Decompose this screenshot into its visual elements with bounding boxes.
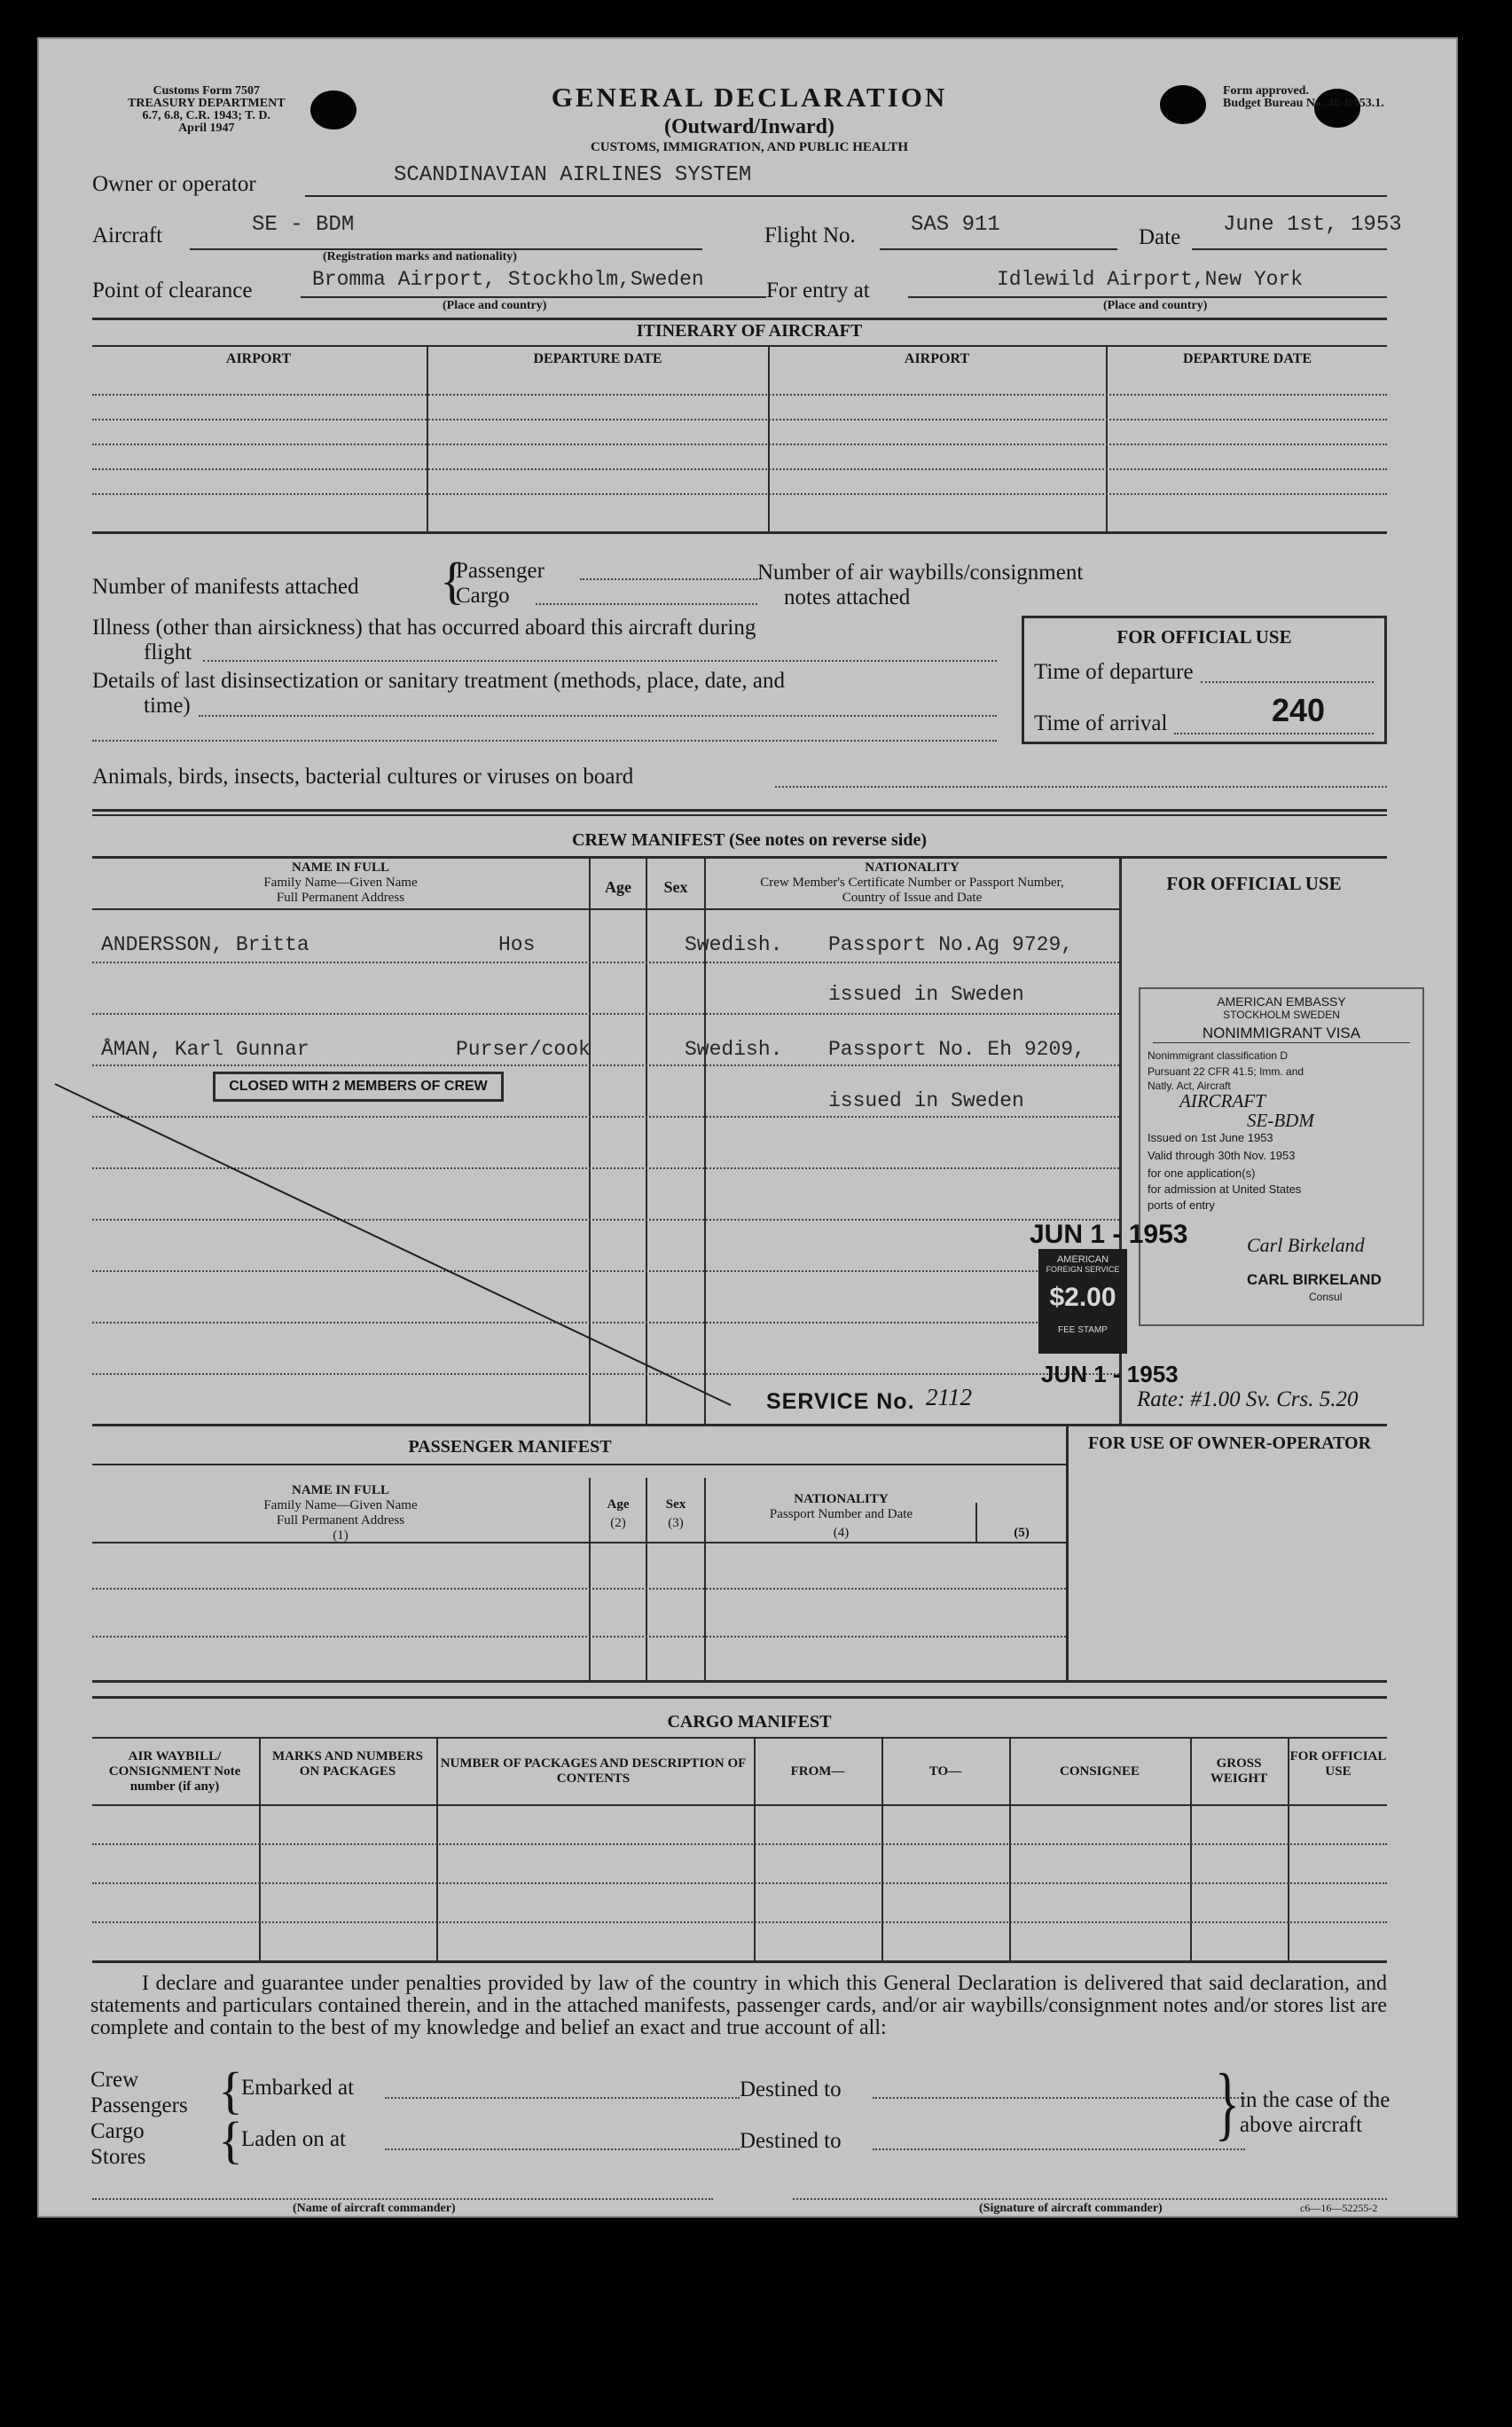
passenger-col-name: NAME IN FULL Family Name—Given Name Full Permanent Address (1) <box>263 1483 418 1543</box>
aircraft-value: SE - BDM <box>252 213 355 237</box>
itinerary-col-airport-2: AIRPORT <box>904 351 970 366</box>
flight-label: Flight No. <box>764 224 856 247</box>
passenger-col-owner: FOR USE OF OWNER-OPERATOR <box>1087 1433 1372 1453</box>
visa-stamp <box>1139 987 1424 1326</box>
visa-stamp-type: NONIMMIGRANT VISA <box>1153 1025 1410 1043</box>
destined-line-2 <box>873 2148 1245 2150</box>
itinerary-col-airport: AIRPORT <box>225 351 292 366</box>
visa-stamp-applications: for one application(s) <box>1148 1166 1256 1180</box>
cargo-col-official: FOR OFFICIAL USE <box>1289 1749 1387 1779</box>
crew-col-sex: Sex <box>663 878 688 896</box>
cargo-divider <box>1190 1737 1192 1960</box>
illness-label-2: flight <box>144 640 192 664</box>
date-stamp: JUN 1 - 1953 <box>1030 1220 1188 1249</box>
crew-passport-issued: issued in Sweden <box>828 1089 1024 1112</box>
visa-stamp-aircraft: AIRCRAFT <box>1179 1090 1265 1111</box>
cargo-title: CARGO MANIFEST <box>667 1712 832 1732</box>
print-code: c6—16—52255-2 <box>1300 2202 1378 2214</box>
passenger-divider <box>1066 1424 1069 1680</box>
passenger-top-rule <box>92 1424 1387 1426</box>
declaration-brace: { <box>218 2111 243 2169</box>
service-label: SERVICE No. <box>766 1389 915 1414</box>
itinerary-title: ITINERARY OF AIRCRAFT <box>636 321 863 341</box>
clearance-label: Point of clearance <box>92 279 253 302</box>
crew-col-official: FOR OFFICIAL USE <box>1166 873 1342 894</box>
commander-signature-line <box>793 2198 1387 2200</box>
disinsect-label: Details of last disinsectization or sanitary treatment (methods, place, date, and <box>92 669 785 693</box>
date-label: Date <box>1139 225 1181 249</box>
visa-stamp-embassy: AMERICAN EMBASSY <box>1217 994 1346 1009</box>
commander-name-line <box>92 2198 713 2200</box>
crew-passport: Passport No. Eh 9209, <box>828 1038 1085 1061</box>
passenger-divider <box>704 1478 706 1680</box>
passenger-header-rule <box>92 1464 1068 1465</box>
declaration-form <box>37 37 1458 2218</box>
manifests-passenger: Passenger <box>456 559 544 583</box>
crew-name: ANDERSSON, Britta <box>101 933 309 956</box>
crew-role: Hos <box>498 933 536 956</box>
crew-passport-issued: issued in Sweden <box>828 983 1024 1006</box>
passenger-title: PASSENGER MANIFEST <box>408 1437 612 1457</box>
illness-label: Illness (other than airsickness) that has occurred aboard this aircraft during <box>92 616 756 640</box>
itinerary-col-departure: DEPARTURE DATE <box>533 351 662 366</box>
cargo-col-rule <box>92 1804 1387 1806</box>
visa-stamp-issued: Issued on 1st June 1953 <box>1148 1131 1273 1144</box>
consul-title: Consul <box>1309 1291 1343 1303</box>
arrival-time-value: 240 <box>1272 692 1326 728</box>
destined-line <box>873 2097 1245 2099</box>
passenger-row-line <box>92 1588 1066 1590</box>
itinerary-col-departure-2: DEPARTURE DATE <box>1182 351 1312 366</box>
service-value: 2112 <box>926 1384 972 1410</box>
cargo-row-line <box>92 1882 1387 1884</box>
commander-signature-label: (Signature of aircraft commander) <box>979 2202 1163 2215</box>
departure-time-label: Time of departure <box>1034 660 1194 684</box>
cargo-divider <box>1009 1737 1011 1960</box>
passenger-col-age: Age (2) <box>607 1497 630 1530</box>
registration-note: (Registration marks and nationality) <box>323 250 517 263</box>
case-label-2: above aircraft <box>1240 2113 1363 2137</box>
visa-stamp-class: Nonimmigrant classification D <box>1148 1049 1289 1062</box>
arrival-time-label: Time of arrival <box>1034 711 1168 735</box>
declaration-items: Crew Passengers Cargo Stores <box>90 2068 188 2169</box>
commander-name-label: (Name of aircraft commander) <box>293 2202 456 2215</box>
fee-stamp: AMERICAN FOREIGN SERVICE $2.00 FEE STAMP <box>1038 1249 1127 1354</box>
passenger-divider <box>646 1478 647 1680</box>
passenger-col-5: (5) <box>1014 1526 1030 1540</box>
cargo-col-waybill: AIR WAYBILL/ CONSIGNMENT Note number (if any) <box>108 1749 241 1794</box>
passenger-col-nationality: NATIONALITY Passport Number and Date (4) <box>769 1492 913 1540</box>
visa-stamp-city: STOCKHOLM SWEDEN <box>1223 1009 1340 1021</box>
form-title: GENERAL DECLARATION <box>551 82 948 113</box>
cargo-col-consignee: CONSIGNEE <box>1059 1764 1140 1779</box>
visa-stamp-act: Natly. Act, Aircraft <box>1148 1080 1231 1092</box>
manifests-cargo: Cargo <box>456 584 510 608</box>
owner-value: SCANDINAVIAN AIRLINES SYSTEM <box>394 163 752 187</box>
passenger-row-line <box>92 1636 1066 1638</box>
animals-label: Animals, birds, insects, bacterial cultures or viruses on board <box>92 765 634 789</box>
crew-title: CREW MANIFEST (See notes on reverse side) <box>572 830 927 850</box>
date-value: June 1st, 1953 <box>1223 213 1402 237</box>
declaration-text: I declare and guarantee under penalties provided by law of the country in which this General Declaration is delivered that said declaration, and statements and particulars contained therein, and in the attached manifests, passenger cards, and/or air waybills/consignment notes and/or stores list are complete and contain to the best of my knowledge and belief an exact and true account of all: <box>90 1972 1387 2039</box>
waybills-label-2: notes attached <box>784 585 911 609</box>
date-stamp-2: JUN 1 - 1953 <box>1041 1361 1179 1387</box>
visa-stamp-cfr: Pursuant 22 CFR 41.5; Imm. and <box>1148 1065 1304 1078</box>
place-note-1: (Place and country) <box>443 299 547 312</box>
visa-stamp-registration: SE-BDM <box>1247 1110 1314 1131</box>
flight-value: SAS 911 <box>911 213 1000 237</box>
place-note-2: (Place and country) <box>1103 299 1208 312</box>
passenger-divider <box>975 1503 977 1542</box>
crew-col-name: NAME IN FULL Family Name—Given Name Full Permanent Address <box>263 860 418 905</box>
passenger-divider <box>589 1478 591 1680</box>
aircraft-label: Aircraft <box>92 224 163 247</box>
form-subtitle-2: CUSTOMS, IMMIGRATION, AND PUBLIC HEALTH <box>590 140 909 154</box>
laden-line <box>385 2148 740 2150</box>
crew-role: Purser/cook <box>456 1038 591 1061</box>
passenger-col-rule <box>92 1542 1068 1543</box>
crew-col-age: Age <box>605 878 631 896</box>
case-label: in the case of the <box>1240 2088 1391 2112</box>
cargo-col-marks: MARKS AND NUMBERS ON PACKAGES <box>271 1749 423 1779</box>
destined-label: Destined to <box>740 2077 842 2101</box>
cargo-divider <box>436 1737 438 1960</box>
closed-stamp: CLOSED WITH 2 MEMBERS OF CREW <box>213 1072 504 1102</box>
budget-approval: Form approved. Budget Bureau No. 48-R153.1. <box>1223 84 1384 110</box>
cargo-bottom-rule <box>92 1960 1387 1963</box>
cargo-header-rule <box>92 1737 1387 1739</box>
consul-signature: Carl Birkeland <box>1247 1234 1365 1256</box>
official-use-title: FOR OFFICIAL USE <box>1116 626 1292 648</box>
cargo-row-line <box>92 1843 1387 1845</box>
laden-label: Laden on at <box>241 2127 347 2151</box>
embarked-line <box>385 2097 740 2099</box>
crew-nationality: Swedish. <box>685 1038 783 1061</box>
crew-nationality: Swedish. <box>685 933 783 956</box>
crew-col-nationality: NATIONALITY Crew Member's Certificate Number or Passport Number, Country of Issue and Date <box>760 860 1064 905</box>
passenger-bottom-rule <box>92 1680 1387 1683</box>
embarked-label: Embarked at <box>241 2076 355 2100</box>
declaration-brace-right: } <box>1215 2056 1240 2149</box>
cargo-top-rule <box>92 1696 1387 1699</box>
cargo-divider <box>881 1737 883 1960</box>
entry-label: For entry at <box>766 279 870 302</box>
entry-value: Idlewild Airport,New York <box>997 268 1304 291</box>
crew-name: ÅMAN, Karl Gunnar <box>101 1038 309 1061</box>
fee-note: Rate: #1.00 Sv. Crs. 5.20 <box>1137 1387 1359 1411</box>
visa-stamp-admission: for admission at United States <box>1148 1182 1302 1196</box>
crew-passport: Passport No.Ag 9729, <box>828 933 1074 956</box>
destined-label-2: Destined to <box>740 2129 842 2153</box>
disinsect-label-2: time) <box>144 694 191 718</box>
cargo-divider <box>259 1737 261 1960</box>
waybills-label: Number of air waybills/consignment <box>757 561 1084 585</box>
owner-label: Owner or operator <box>92 172 256 196</box>
passenger-col-sex: Sex (3) <box>665 1497 686 1530</box>
manifests-label: Number of manifests attached <box>92 575 359 599</box>
declaration-brace: { <box>218 2062 243 2119</box>
cargo-col-from: FROM— <box>790 1764 845 1779</box>
consul-name: CARL BIRKELAND <box>1247 1271 1382 1288</box>
visa-stamp-valid: Valid through 30th Nov. 1953 <box>1148 1149 1296 1162</box>
cargo-col-packages: NUMBER OF PACKAGES AND DESCRIPTION OF CONTENTS <box>440 1756 747 1786</box>
cargo-col-to: TO— <box>928 1764 962 1779</box>
cargo-col-weight: GROSS WEIGHT <box>1210 1756 1268 1786</box>
visa-stamp-ports: ports of entry <box>1148 1198 1215 1212</box>
cargo-row-line <box>92 1921 1387 1923</box>
cargo-divider <box>1288 1737 1289 1960</box>
form-subtitle: (Outward/Inward) <box>663 115 834 138</box>
form-number: Customs Form 7507 TREASURY DEPARTMENT 6.7, 6.8, C.R. 1943; T. D. April 1947 <box>128 84 286 135</box>
manifests-brace: { <box>440 552 465 609</box>
cargo-divider <box>754 1737 756 1960</box>
clearance-value: Bromma Airport, Stockholm,Sweden <box>312 268 704 291</box>
